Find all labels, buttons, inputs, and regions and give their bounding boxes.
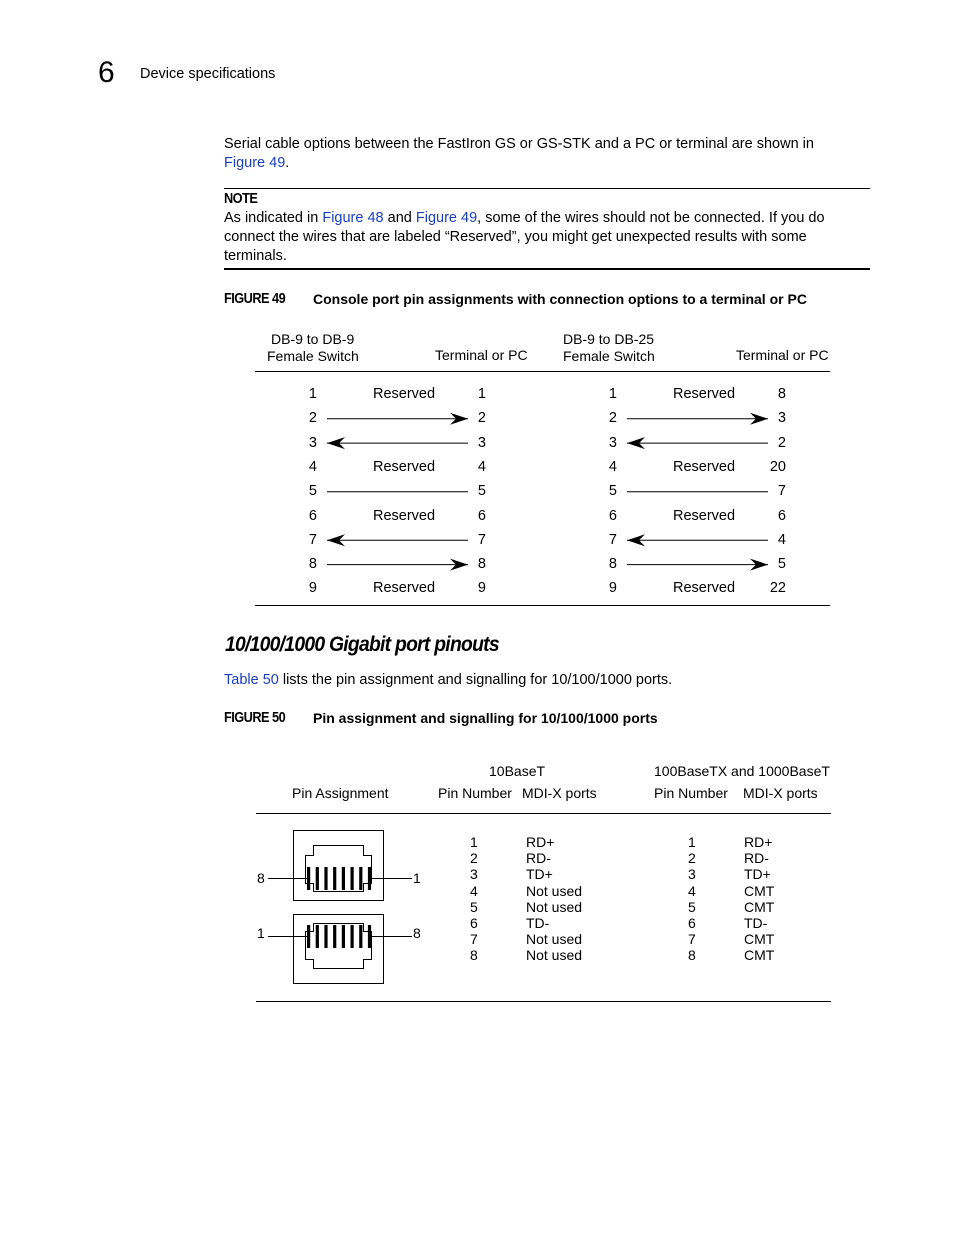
rj45-top-pin [316,867,319,890]
note-text-part: As indicated in [224,210,319,226]
fig49-pin-switch: 9 [608,580,617,597]
fig49-pin-terminal: 6 [477,507,486,524]
rj45-top-pin [324,867,327,890]
figure-48-link[interactable]: Figure 48 [322,210,384,226]
fig50-mdix-10: Not used [526,898,583,915]
fig50-pin-number-100: 1 [688,834,696,850]
fig49-pin-switch: 7 [308,531,317,548]
fig50-pin-number-100: 4 [688,882,696,899]
fig49-reserved-label: Reserved [673,507,736,524]
fig50-pin-number-10: 6 [470,915,478,931]
fig50-col-mdix-2: MDI-X ports [743,785,818,801]
fig49-pin-terminal: 1 [477,386,486,402]
intro-text-end: . [285,155,290,171]
fig49-pin-terminal: 8 [777,386,786,402]
note-text-line: connect the wires that are labeled “Reserved”, you might get unexpected results with some [224,229,807,245]
note-label: NOTE [224,191,258,207]
fig49-pin-terminal: 4 [777,531,786,548]
fig49-pin-switch: 2 [308,410,317,427]
rj45-bottom-pin [324,925,327,948]
rj45-bottom-pin [342,925,345,948]
fig49-pin-terminal: 7 [477,531,486,548]
fig50-mdix-100: CMT [744,898,775,915]
chapter-number: 6 [98,56,115,89]
rj45-top-left-label: 8 [257,870,265,886]
fig49-pin-terminal: 3 [777,410,786,427]
fig49-left-header-terminal: Terminal or PC [435,347,528,363]
rj45-top-right-label: 1 [413,870,421,886]
fig49-right-header-line1: DB-9 to DB-25 [563,331,655,347]
note-text-part: and [387,210,412,226]
fig50-pin-number-100: 5 [688,898,696,915]
fig50-mdix-10: RD- [526,850,551,867]
fig50-mdix-10: Not used [526,947,583,964]
fig49-reserved-label: Reserved [373,458,436,475]
fig50-col-mdix-1: MDI-X ports [522,785,597,801]
fig50-group-100basetx: 100BaseTX and 1000BaseT [654,763,830,779]
fig50-pin-number-100: 8 [688,947,696,964]
figure-49-link[interactable]: Figure 49 [224,155,286,171]
fig49-pin-switch: 1 [308,386,317,402]
fig50-group-10baset: 10BaseT [489,763,546,779]
fig49-reserved-label: Reserved [673,386,736,402]
fig50-pin-number-10: 5 [470,898,478,915]
fig49-pin-terminal: 7 [777,483,786,500]
fig50-pin-number-10: 4 [470,882,478,899]
fig50-pin-number-10: 1 [470,834,478,850]
fig49-pin-terminal: 3 [477,434,486,451]
section-heading: 10/100/1000 Gigabit port pinouts [225,633,499,656]
fig50-pin-number-100: 7 [688,931,696,948]
section-text: lists the pin assignment and signalling for 10/100/1000 ports. [282,672,673,688]
fig49-pin-switch: 5 [308,483,317,500]
fig49-pin-terminal: 22 [769,580,786,597]
fig49-reserved-label: Reserved [673,580,736,597]
section-paragraph [224,672,672,688]
rj45-bottom-pin [351,925,354,948]
fig49-pin-terminal: 9 [477,580,486,597]
fig49-reserved-label: Reserved [373,386,436,402]
fig50-mdix-100: CMT [744,882,775,899]
rj45-bottom-pin [316,925,319,948]
fig50-pin-number-10: 2 [470,850,478,867]
fig49-pin-switch: 2 [608,410,617,427]
table-50-link[interactable]: Table 50 [224,672,279,688]
fig50-mdix-10: RD+ [526,834,555,850]
fig49-pin-switch: 3 [608,434,617,451]
fig49-pin-terminal: 20 [769,458,786,475]
fig49-reserved-label: Reserved [673,458,736,475]
figure-49-title: Console port pin assignments with connection options to a terminal or PC [313,291,807,307]
fig50-pin-number-10: 8 [470,947,478,964]
fig50-mdix-10: Not used [526,931,583,948]
fig49-pin-terminal: 2 [777,434,786,451]
rj45-top-pin [359,867,362,890]
fig49-pin-switch: 6 [308,507,317,524]
fig50-mdix-100: CMT [744,947,775,964]
fig49-pin-switch: 7 [608,531,617,548]
fig49-reserved-label: Reserved [373,580,436,597]
note-text-part: , some of the wires should not be connected. If you do [477,210,825,226]
fig50-mdix-100: CMT [744,931,775,948]
fig49-pin-switch: 4 [608,458,617,475]
rj45-bottom-pin [307,925,310,948]
fig49-pin-switch: 8 [308,556,317,573]
rj45-bottom-pin [333,925,336,948]
figure-50-title: Pin assignment and signalling for 10/100/1000 ports [313,710,658,726]
fig49-pin-switch: 5 [608,483,617,500]
fig50-pin-number-100: 6 [688,915,696,931]
fig49-pin-switch: 3 [308,434,317,451]
fig50-col-pin-number-1: Pin Number [438,785,512,801]
fig49-pin-switch: 8 [608,556,617,573]
fig49-reserved-label: Reserved [373,507,436,524]
fig49-pin-switch: 6 [608,507,617,524]
fig49-pin-terminal: 6 [777,507,786,524]
figure-49-label: FIGURE 49 [224,291,286,307]
fig49-right-header-line2: Female Switch [563,348,655,364]
fig50-pin-number-10: 3 [470,866,478,883]
fig50-mdix-100: RD- [744,850,769,867]
fig50-bottom-rule [256,1001,831,1002]
fig49-pin-switch: 9 [308,580,317,597]
figure-49-link[interactable]: Figure 49 [415,210,478,226]
fig49-pin-terminal: 2 [477,410,486,427]
rj45-pins [307,867,371,948]
fig50-mdix-100: TD- [744,915,768,931]
running-header-title: Device specifications [140,66,276,82]
rj45-top-pin [333,867,336,890]
rj45-bottom-pin [359,925,362,948]
fig49-pin-terminal: 4 [477,458,486,475]
rj45-bottom-connector [268,915,412,984]
rj45-top-pin [368,867,371,890]
note-text-line: terminals. [224,248,287,264]
fig49-pin-terminal: 5 [777,556,786,573]
fig50-pin-number-10: 7 [470,931,478,948]
rj45-connector-diagram [250,825,430,990]
fig49-pin-switch: 4 [308,458,317,475]
fig49-left-header-line2: Female Switch [267,348,359,364]
rj45-top-pin [351,867,354,890]
fig49-pin-terminal: 5 [477,483,486,500]
intro-text: Serial cable options between the FastIron GS or GS-STK and a PC or terminal are shown in [224,136,814,152]
fig50-mdix-100: TD+ [744,866,771,883]
fig49-pin-switch: 1 [608,386,617,402]
rj45-bottom-pin [368,925,371,948]
fig49-right-header-terminal: Terminal or PC [736,347,829,363]
fig50-pin-number-100: 3 [688,866,696,883]
fig50-col-pin-number-2: Pin Number [654,785,728,801]
fig50-mdix-100: RD+ [744,834,773,850]
fig49-left-header-line1: DB-9 to DB-9 [271,331,355,347]
rj45-top-pin [342,867,345,890]
fig50-pin-number-100: 2 [688,850,696,867]
fig49-pin-terminal: 8 [477,556,486,573]
fig50-mdix-10: TD+ [526,866,553,883]
fig50-mdix-10: Not used [526,882,583,899]
fig50-mdix-10: TD- [526,915,550,931]
figure-50-label: FIGURE 50 [224,710,286,726]
fig50-col-pin-assignment: Pin Assignment [292,785,389,801]
rj45-bottom-right-label: 8 [413,925,421,941]
fig50-top-rule [256,813,831,814]
rj45-top-pin [307,867,310,890]
rj45-top-connector [268,831,412,901]
rj45-bottom-left-label: 1 [257,925,265,941]
